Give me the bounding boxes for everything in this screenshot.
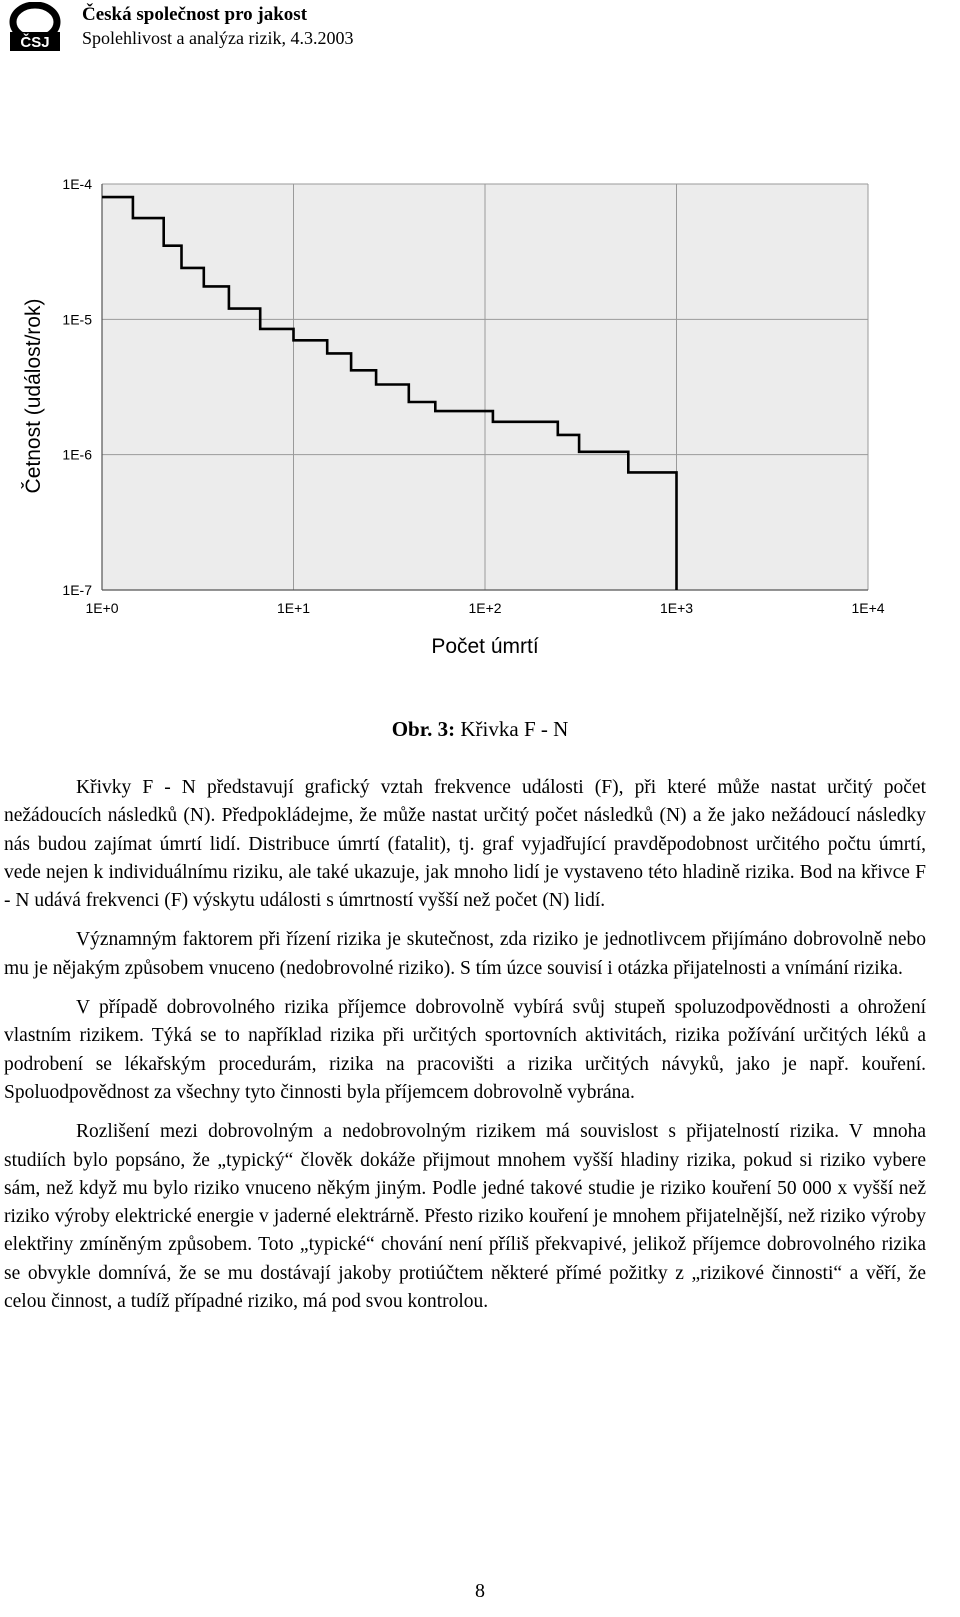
paragraph: Rozlišení mezi dobrovolným a nedobrovolným rizikem má souvislost s přijatelností rizika. V mnoha studiích bylo popsáno, že „typický“ člověk dokáže přijmout mnohem vyšší hladiny rizika, pokud si riziko vybere sám, než když mu bylo riziko vnuceno někým jiným. Podle jedné takové studie je riziko kouření 50 000 x vyšší než riziko výroby elektrické energie v jaderné elektrárně. Přesto riziko kouření je mnohem přijatelnější, než riziko výroby elektřiny zmíněným způsobem. Toto „typické“ chování není příliš překvapivé, jelikož příjemce dobrovolného rizika se obvykle domnívá, že se mu dostávají jakoby protiúčtem některé přímé požitky z „rizikové činnosti“ a věří, že celou činnost, a tudíž případné riziko, má pod svou kontrolou. bbox=[4, 1121, 926, 1313]
csj-logo bbox=[4, 2, 66, 52]
figure-caption-text: Křivka F - N bbox=[455, 717, 569, 741]
x-tick-label: 1E+4 bbox=[851, 600, 885, 616]
figure-caption bbox=[0, 717, 960, 742]
svg-text:ČSJ: ČSJ bbox=[20, 34, 50, 51]
y-tick-label: 1E-7 bbox=[62, 582, 92, 598]
x-tick-label: 1E+3 bbox=[659, 600, 694, 616]
y-tick-label: 1E-4 bbox=[62, 176, 92, 192]
y-axis-label: Četnost (událost/rok) bbox=[22, 298, 45, 494]
x-tick-label: 1E+0 bbox=[85, 600, 119, 616]
paragraph: Křivky F - N představují grafický vztah frekvence události (F), při které může nastat určitý počet nežádoucích následků (N). Předpokládejme, že může nastat určitý počet následků (N) a že jako nežádoucí následky nás budou zajímat úmrtí lidí. Distribuce úmrtí (fatalit), tj. graf vyjadřující pravděpodobnost určitého počtu úmrtí, vede nejen k individuálnímu riziku, ale také ukazuje, jak mnoho lidí je vystaveno této hladině rizika. Bod na křivce F - N udává frekvenci (F) výskytu události s úmrtností vyšší než počet (N) lidí. bbox=[4, 777, 926, 912]
x-tick-label: 1E+2 bbox=[468, 600, 502, 616]
figure-caption-label: Obr. 3: bbox=[391, 717, 456, 741]
x-axis-label: Počet úmrtí bbox=[431, 635, 539, 658]
page-number: 8 bbox=[475, 1580, 485, 1602]
page-header bbox=[0, 0, 960, 60]
body-text bbox=[4, 774, 926, 1327]
paragraph: V případě dobrovolného rizika příjemce dobrovolně vybírá svůj stupeň spoluzodpovědnosti a ohrožení vlastním rizikem. Týká se to například rizika při určitých sportovních aktivitách, rizika požívání určitých léků a podrobení se lékařským procedurám, rizika na pracovišti a rizika určitých návyků, jako je např. kouření. Spoluodpovědnost za všechny tyto činnosti byla příjemcem dobrovolně vybrána. bbox=[4, 997, 926, 1103]
organization-name: Česká společnost pro jakost bbox=[82, 4, 308, 25]
document-subtitle: Spolehlivost a analýza rizik, 4.3.2003 bbox=[82, 28, 354, 48]
y-tick-label: 1E-5 bbox=[62, 311, 92, 328]
paragraph: Významným faktorem při řízení rizika je skutečnost, zda riziko je jednotlivcem přijímáno dobrovolně nebo mu je nějakým způsobem vnuceno (nedobrovolné riziko). S tím úzce souvisí i otázka přijatelnosti a vnímání rizika. bbox=[4, 929, 926, 979]
x-tick-label: 1E+1 bbox=[276, 600, 311, 616]
fn-curve-chart bbox=[0, 170, 960, 690]
y-tick-label: 1E-6 bbox=[62, 446, 92, 463]
